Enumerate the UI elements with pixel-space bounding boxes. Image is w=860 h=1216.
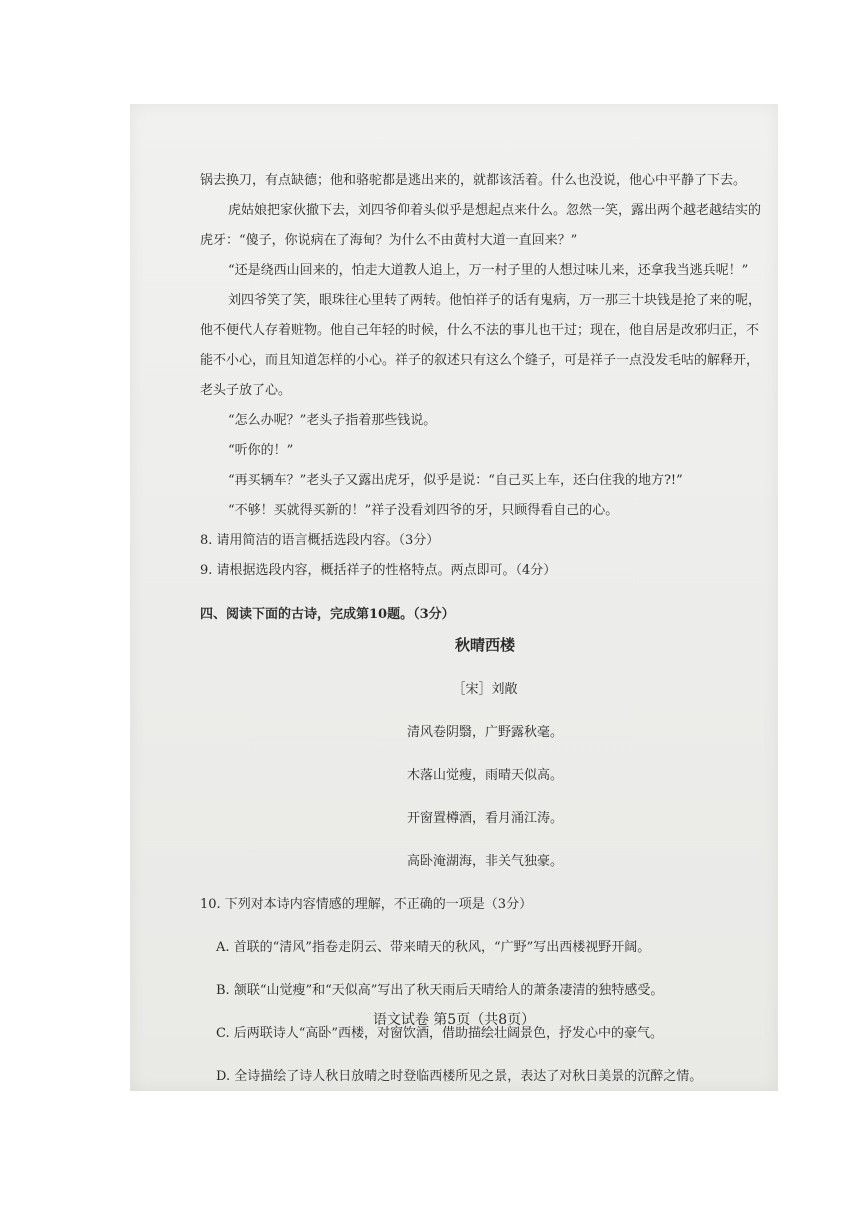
question-8: 8. 请用简洁的语言概括选段内容。（3分） [200,533,440,548]
option-c: C. 后两联诗人“高卧”西楼，对窗饮酒，借助描绘壮阔景色，抒发心中的豪气。 [216,1026,664,1041]
poem-line: 高卧淹湖海，非关气独豪。 [406,854,563,869]
dialogue-line: “再买辆车？”老头子又露出虎牙，似乎是说：“自己买上车，还白住我的地方?!” [228,473,683,488]
passage-paragraph: “还是绕西山回来的，怕走大道教人追上，万一村子里的人想过味儿来，还拿我当逃兵呢！” [228,263,749,278]
question-10: 10. 下列对本诗内容情感的理解，不正确的一项是（3分） [200,897,533,912]
page-footer: 语文试卷 第5页（共8页） [372,1012,536,1028]
poem-line: 清风卷阴翳，广野露秋毫。 [406,725,563,740]
dialogue-line: “不够！买就得买新的！”祥子没看刘四爷的牙，只顾得看自己的心。 [228,503,619,518]
dialogue-line: “怎么办呢？”老头子指着那些钱说。 [228,413,437,428]
page-content [200,166,770,1105]
passage-line: 锅去换刀，有点缺德；他和骆驼都是逃出来的，就都该活着。什么也没说，他心中平静了下去。 [200,173,747,188]
option-b: B. 颔联“山觉瘦”和“天似高”写出了秋天雨后天晴给人的萧条凄清的独特感受。 [216,983,664,998]
question-9: 9. 请根据选段内容，概括祥子的性格特点。两点即可。（4分） [200,563,557,578]
section-heading: 四、阅读下面的古诗，完成第10题。（3分） [200,607,455,622]
poem-line: 木落山觉瘦，雨晴天似高。 [406,768,563,783]
poem-title: 秋晴西楼 [454,636,515,654]
poem-author: ［宋］刘敞 [452,682,518,697]
passage-paragraph: 刘四爷笑了笑，眼珠往心里转了两转。他怕祥子的话有鬼病，万一那三十块钱是抢了来的呢，他不便代人存着赃物。他自己年轻的时候，什么不法的事儿也干过；现在，他自居是改邪归正，不能不小心，而且知道怎样的小心。祥子的叙述只有这么个缝子，可是祥子一点没发毛咕的解释开，老头子放了心。 [200,293,762,398]
option-d: D. 全诗描绘了诗人秋日放晴之时登临西楼所见之景，表达了对秋日美景的沉醉之情。 [216,1069,703,1084]
poem-line: 开窗置樽酒，看月涌江涛。 [406,811,563,826]
option-a: A. 首联的“清风”指卷走阴云、带来晴天的秋风，“广野”写出西楼视野开阔。 [216,940,651,955]
dialogue-line: “听你的！” [228,443,294,458]
passage-paragraph: 虎姑娘把家伙撤下去，刘四爷仰着头似乎是想起点来什么。忽然一笑，露出两个越老越结实的虎牙：“傻子，你说病在了海甸？为什么不由黄村大道一直回来？” [200,203,762,248]
